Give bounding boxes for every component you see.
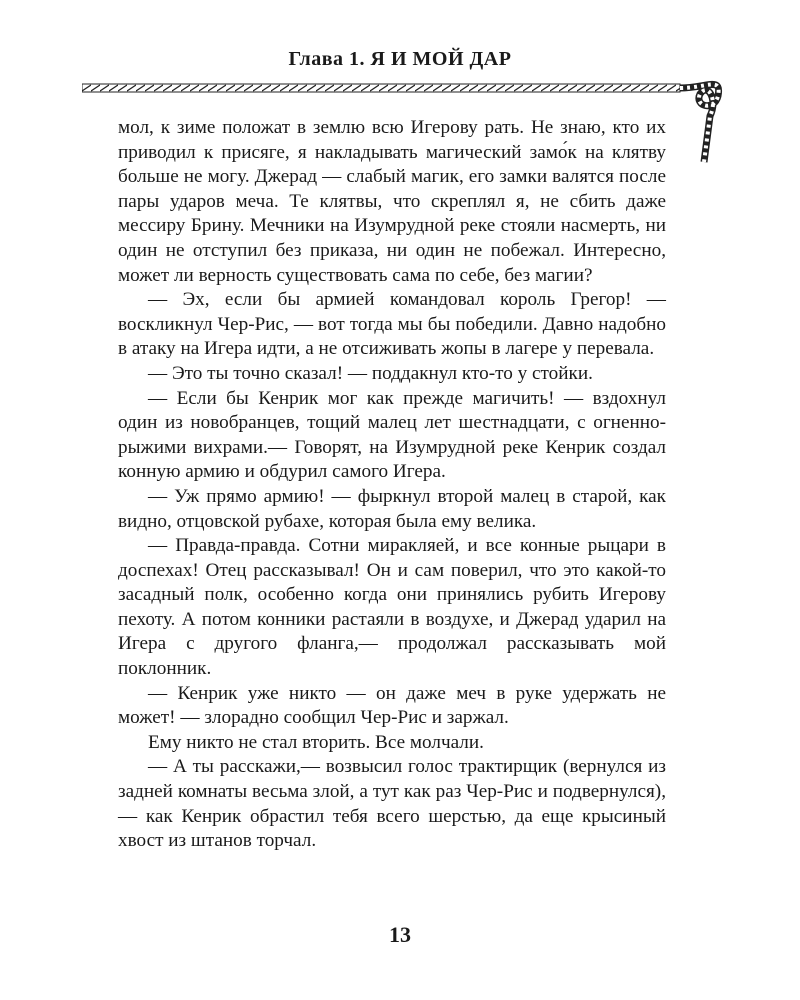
paragraph: — Эх, если бы армией командовал король Грегор! — воскликнул Чер-Рис, — вот тогда мы бы победили. Давно надобно в атаку на Игера идти, а не отсиживать жопы в лагере у перевала. xyxy=(118,289,666,360)
paragraph: — Это ты точно сказал! — поддакнул кто-то у стойки. xyxy=(148,362,593,384)
chapter-header: Глава 1. Я И МОЙ ДАР xyxy=(288,48,512,70)
paragraph: Ему никто не стал вторить. Все молчали. xyxy=(148,731,484,753)
paragraph: — Правда-правда. Сотни миракляей, и все конные рыцари в доспехах! Отец рассказывал! Он и сам поверил, что это какой-то засадный полк, особенно когда они принялись рубить Игерову пехоту. А потом конники растаяли в воздухе, и Джерад ударил на Игера с другого фланга,— продолжал рассказывать мой поклонник. xyxy=(118,535,666,680)
paragraph: — А ты расскажи,— возвысил голос трактирщик (вернулся из задней комнаты весьма злой, а тут как раз Чер-Рис и подвернулся),— как Кенрик обрастил тебя всего шерстью, да еще крысиный хвост из штанов торчал. xyxy=(118,756,666,852)
paragraph: мол, к зиме положат в землю всю Игерову рать. Не знаю, кто их приводил к присяге, я накладывать магический замо́к на клятву больше не могу. Джерад — слабый магик, его замки валятся после пары ударов меча. Те клятвы, что скреплял я, не сбить даже мессиру Брину. Мечники на Изумрудной реке стояли насмерть, ни один не отступил без приказа, ни один не побежал. Интересно, может ли верность существовать сама по себе, без магии? xyxy=(118,117,666,286)
paragraph: — Кенрик уже никто — он даже меч в руке удержать не может! — злорадно сообщил Чер-Рис и заржал. xyxy=(118,682,666,729)
paragraph: — Уж прямо армию! — фыркнул второй малец в старой, как видно, отцовской рубахе, которая была ему велика. xyxy=(118,485,666,532)
page-number: 13 xyxy=(389,922,411,947)
paragraph: — Если бы Кенрик мог как прежде магичить! — вздохнул один из новобранцев, тощий малец лет шестнадцати, с огненно-рыжими вихрами.— Говорят, на Изумрудной реке Кенрик создал конную армию и обдурил самого Игера. xyxy=(118,387,666,483)
page-body xyxy=(118,116,666,854)
